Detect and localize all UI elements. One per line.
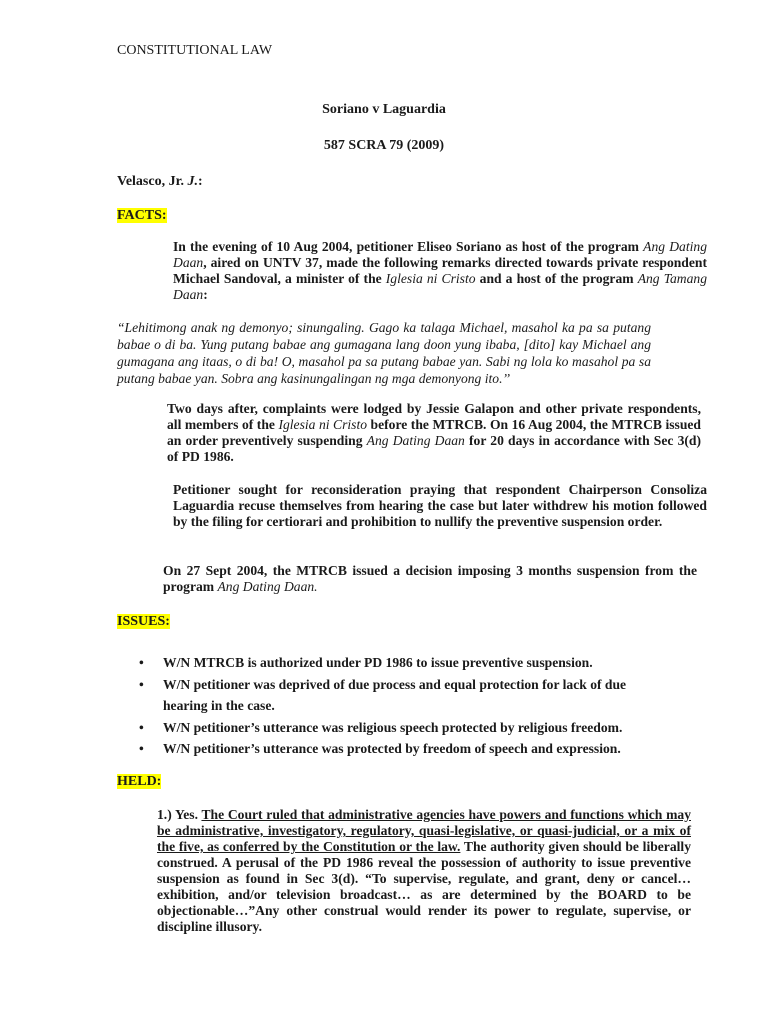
facts-paragraph-3: Petitioner sought for reconsideration praying that respondent Chairperson Consoliza Laguardia recuse themselves from hearing the case but later withdrew his motion followed by the filing for certiorari and prohibition to nullify the preventive suspension order. [173, 482, 707, 529]
facts-heading [117, 207, 167, 224]
facts-p1-text-c: and a host of the program [475, 271, 638, 286]
church-name: Iglesia ni Cristo [278, 417, 368, 432]
ponente [117, 174, 203, 190]
held-heading [117, 773, 161, 790]
held-number: 1.) Yes. [157, 807, 202, 822]
facts-p2-text-a: Two days after, complaints were lodged by Jessie Galapon and other private respondents, all members of the [167, 401, 701, 432]
issues-heading-text: ISSUES: [117, 614, 170, 629]
facts-paragraph-1 [117, 239, 707, 303]
held-rest: The authority given should be liberally construed. A perusal of the PD 1986 reveal the possession of authority to issue preventive suspension as found in Sec 3(d). “To supervise, regulate, and grant, deny or cancel… exhibition, and/or television broadcast… as are determined by the BOARD to be objectionable…”Any other construal would render its power to regulate, supervise, or discipline illusory. [157, 839, 691, 934]
facts-paragraph-4 [117, 563, 697, 595]
course-header: CONSTITUTIONAL LAW [117, 43, 273, 58]
held-paragraph-1 [117, 807, 691, 935]
show-name: Ang Dating Daan [366, 433, 465, 448]
facts-p1-text-a: In the evening of 10 Aug 2004, petitioner Eliseo Soriano as host of the program [173, 239, 644, 254]
church-name: Iglesia ni Cristo [385, 271, 476, 286]
facts-heading-text: FACTS: [117, 208, 167, 223]
held-heading-text: HELD: [117, 774, 162, 789]
facts-p1-text-d: : [203, 287, 208, 302]
quoted-remarks: “Lehitimong anak ng demonyo; sinungaling. Gago ka talaga Michael, masahol ka pa sa putang babae o di ba. Yung putang babae ang gumagana lang doon yung ibaba, [dito] kay Michael ang gumagana ang itaas, o di ba! O, masahol pa sa putang babae yan. Sabi ng lola ko masahol pa sa putang babae yan. Sobra ang kasinungalingan ng mga demonyong ito.’’ [117, 320, 651, 386]
ponente-suffix: J. [187, 174, 199, 189]
facts-p2-text-c: for 20 days in accordance with Sec 3(d) of PD 1986. [167, 433, 701, 464]
show-name: Ang Dating Daan [173, 239, 707, 270]
issues-list [137, 652, 667, 760]
list-item: • W/N petitioner’s utterance was religious speech protected by religious freedom. [137, 717, 667, 739]
show-name-2: Ang Tamang Daan [173, 271, 708, 302]
list-item: • W/N petitioner’s utterance was protected by freedom of speech and expression. [137, 738, 667, 760]
facts-paragraph-2 [117, 401, 701, 465]
issues-heading [117, 613, 170, 630]
list-item: • W/N MTRCB is authorized under PD 1986 to issue preventive suspension. [137, 652, 667, 674]
list-item: • W/N petitioner was deprived of due process and equal protection for lack of due hearing in the case. [137, 674, 667, 717]
case-citation: 587 SCRA 79 (2009) [323, 138, 445, 153]
ponente-colon: : [198, 174, 203, 189]
facts-p4-text-a: On 27 Sept 2004, the MTRCB issued a decision imposing 3 months suspension from the program [163, 563, 697, 594]
facts-p2-text-b: before the MTRCB. On 16 Aug 2004, the MTRCB issued an order preventively suspending [167, 417, 701, 448]
facts-p1-text-b: , aired on UNTV 37, made the following remarks directed towards private respondent Michael Sandoval, a minister of the [173, 255, 707, 286]
ponente-name: Velasco, Jr. [117, 174, 188, 189]
case-title: Soriano v Laguardia [322, 102, 446, 117]
show-name: Ang Dating Daan. [217, 579, 318, 594]
held-ruling-underlined: The Court ruled that administrative agencies have powers and functions which may be administrative, investigatory, regulatory, quasi-legislative, or quasi-judicial, or a mix of the five, as conferred by the Constitution or the law. [157, 807, 691, 854]
